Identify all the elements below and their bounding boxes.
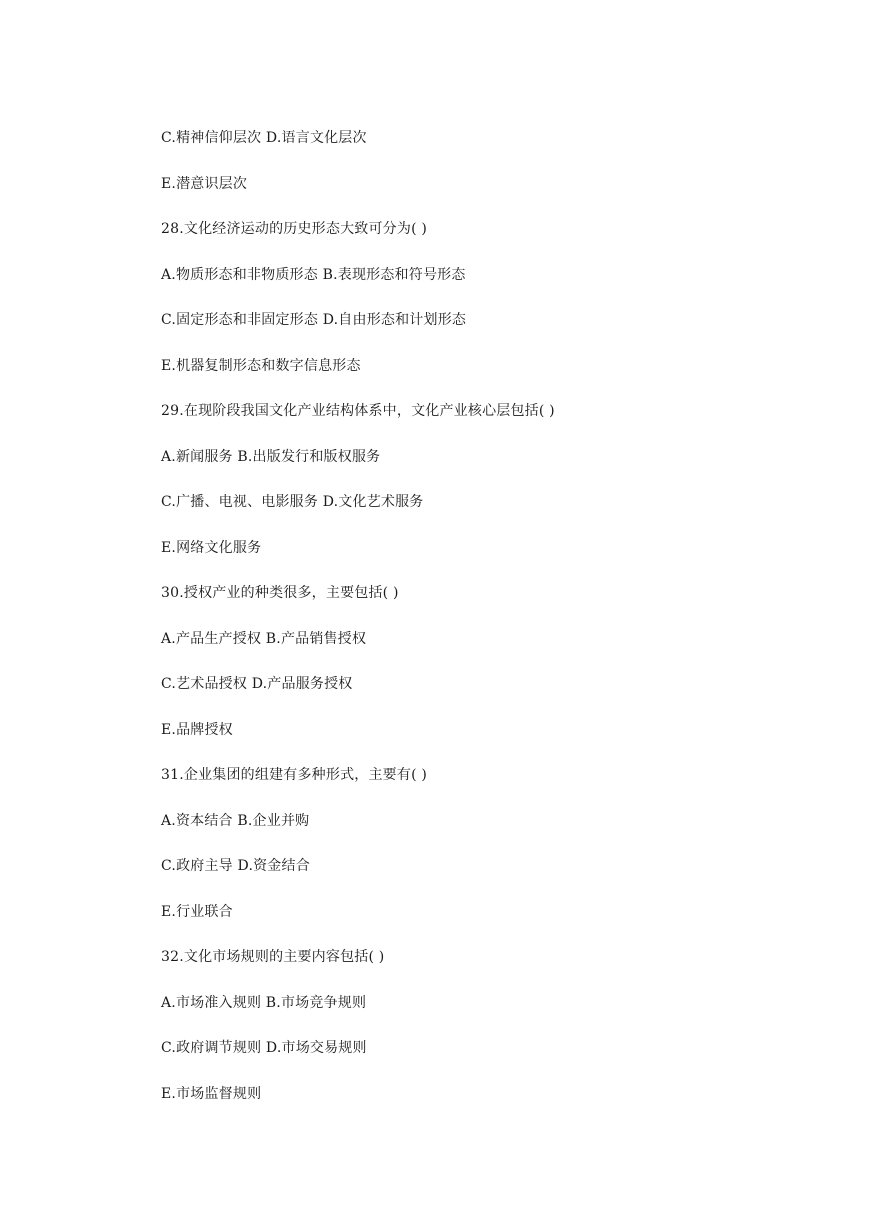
option-line: A.物质形态和非物质形态 B.表现形态和符号形态 [161,266,466,283]
option-line: A.市场准入规则 B.市场竞争规则 [161,994,367,1011]
question-line: 29.在现阶段我国文化产业结构体系中，文化产业核心层包括( ) [161,403,555,419]
option-line: A.新闻服务 B.出版发行和版权服务 [161,448,381,465]
option-line: A.产品生产授权 B.产品销售授权 [161,630,367,647]
question-line: 32.文化市场规则的主要内容包括( ) [161,949,385,965]
option-line: C.广播、电视、电影服务 D.文化艺术服务 [161,494,424,510]
option-line: E.网络文化服务 [161,539,262,556]
option-line: C.政府主导 D.资金结合 [161,858,310,874]
option-line: E.潜意识层次 [161,175,248,192]
question-line: 28.文化经济运动的历史形态大致可分为( ) [161,221,428,237]
question-line: 30.授权产业的种类很多，主要包括( ) [161,585,399,601]
option-line: E.机器复制形态和数字信息形态 [161,357,361,374]
question-line: 31.企业集团的组建有多种形式，主要有( ) [161,767,428,783]
option-line: E.品牌授权 [161,721,233,738]
option-line: E.行业联合 [161,903,233,920]
option-line: C.固定形态和非固定形态 D.自由形态和计划形态 [161,312,467,328]
option-line: C.艺术品授权 D.产品服务授权 [161,676,353,692]
option-line: E.市场监督规则 [161,1085,262,1102]
option-line: C.政府调节规则 D.市场交易规则 [161,1040,367,1056]
question-list [161,127,821,1128]
option-line: C.精神信仰层次 D.语言文化层次 [161,130,367,146]
option-line: A.资本结合 B.企业并购 [161,812,310,829]
